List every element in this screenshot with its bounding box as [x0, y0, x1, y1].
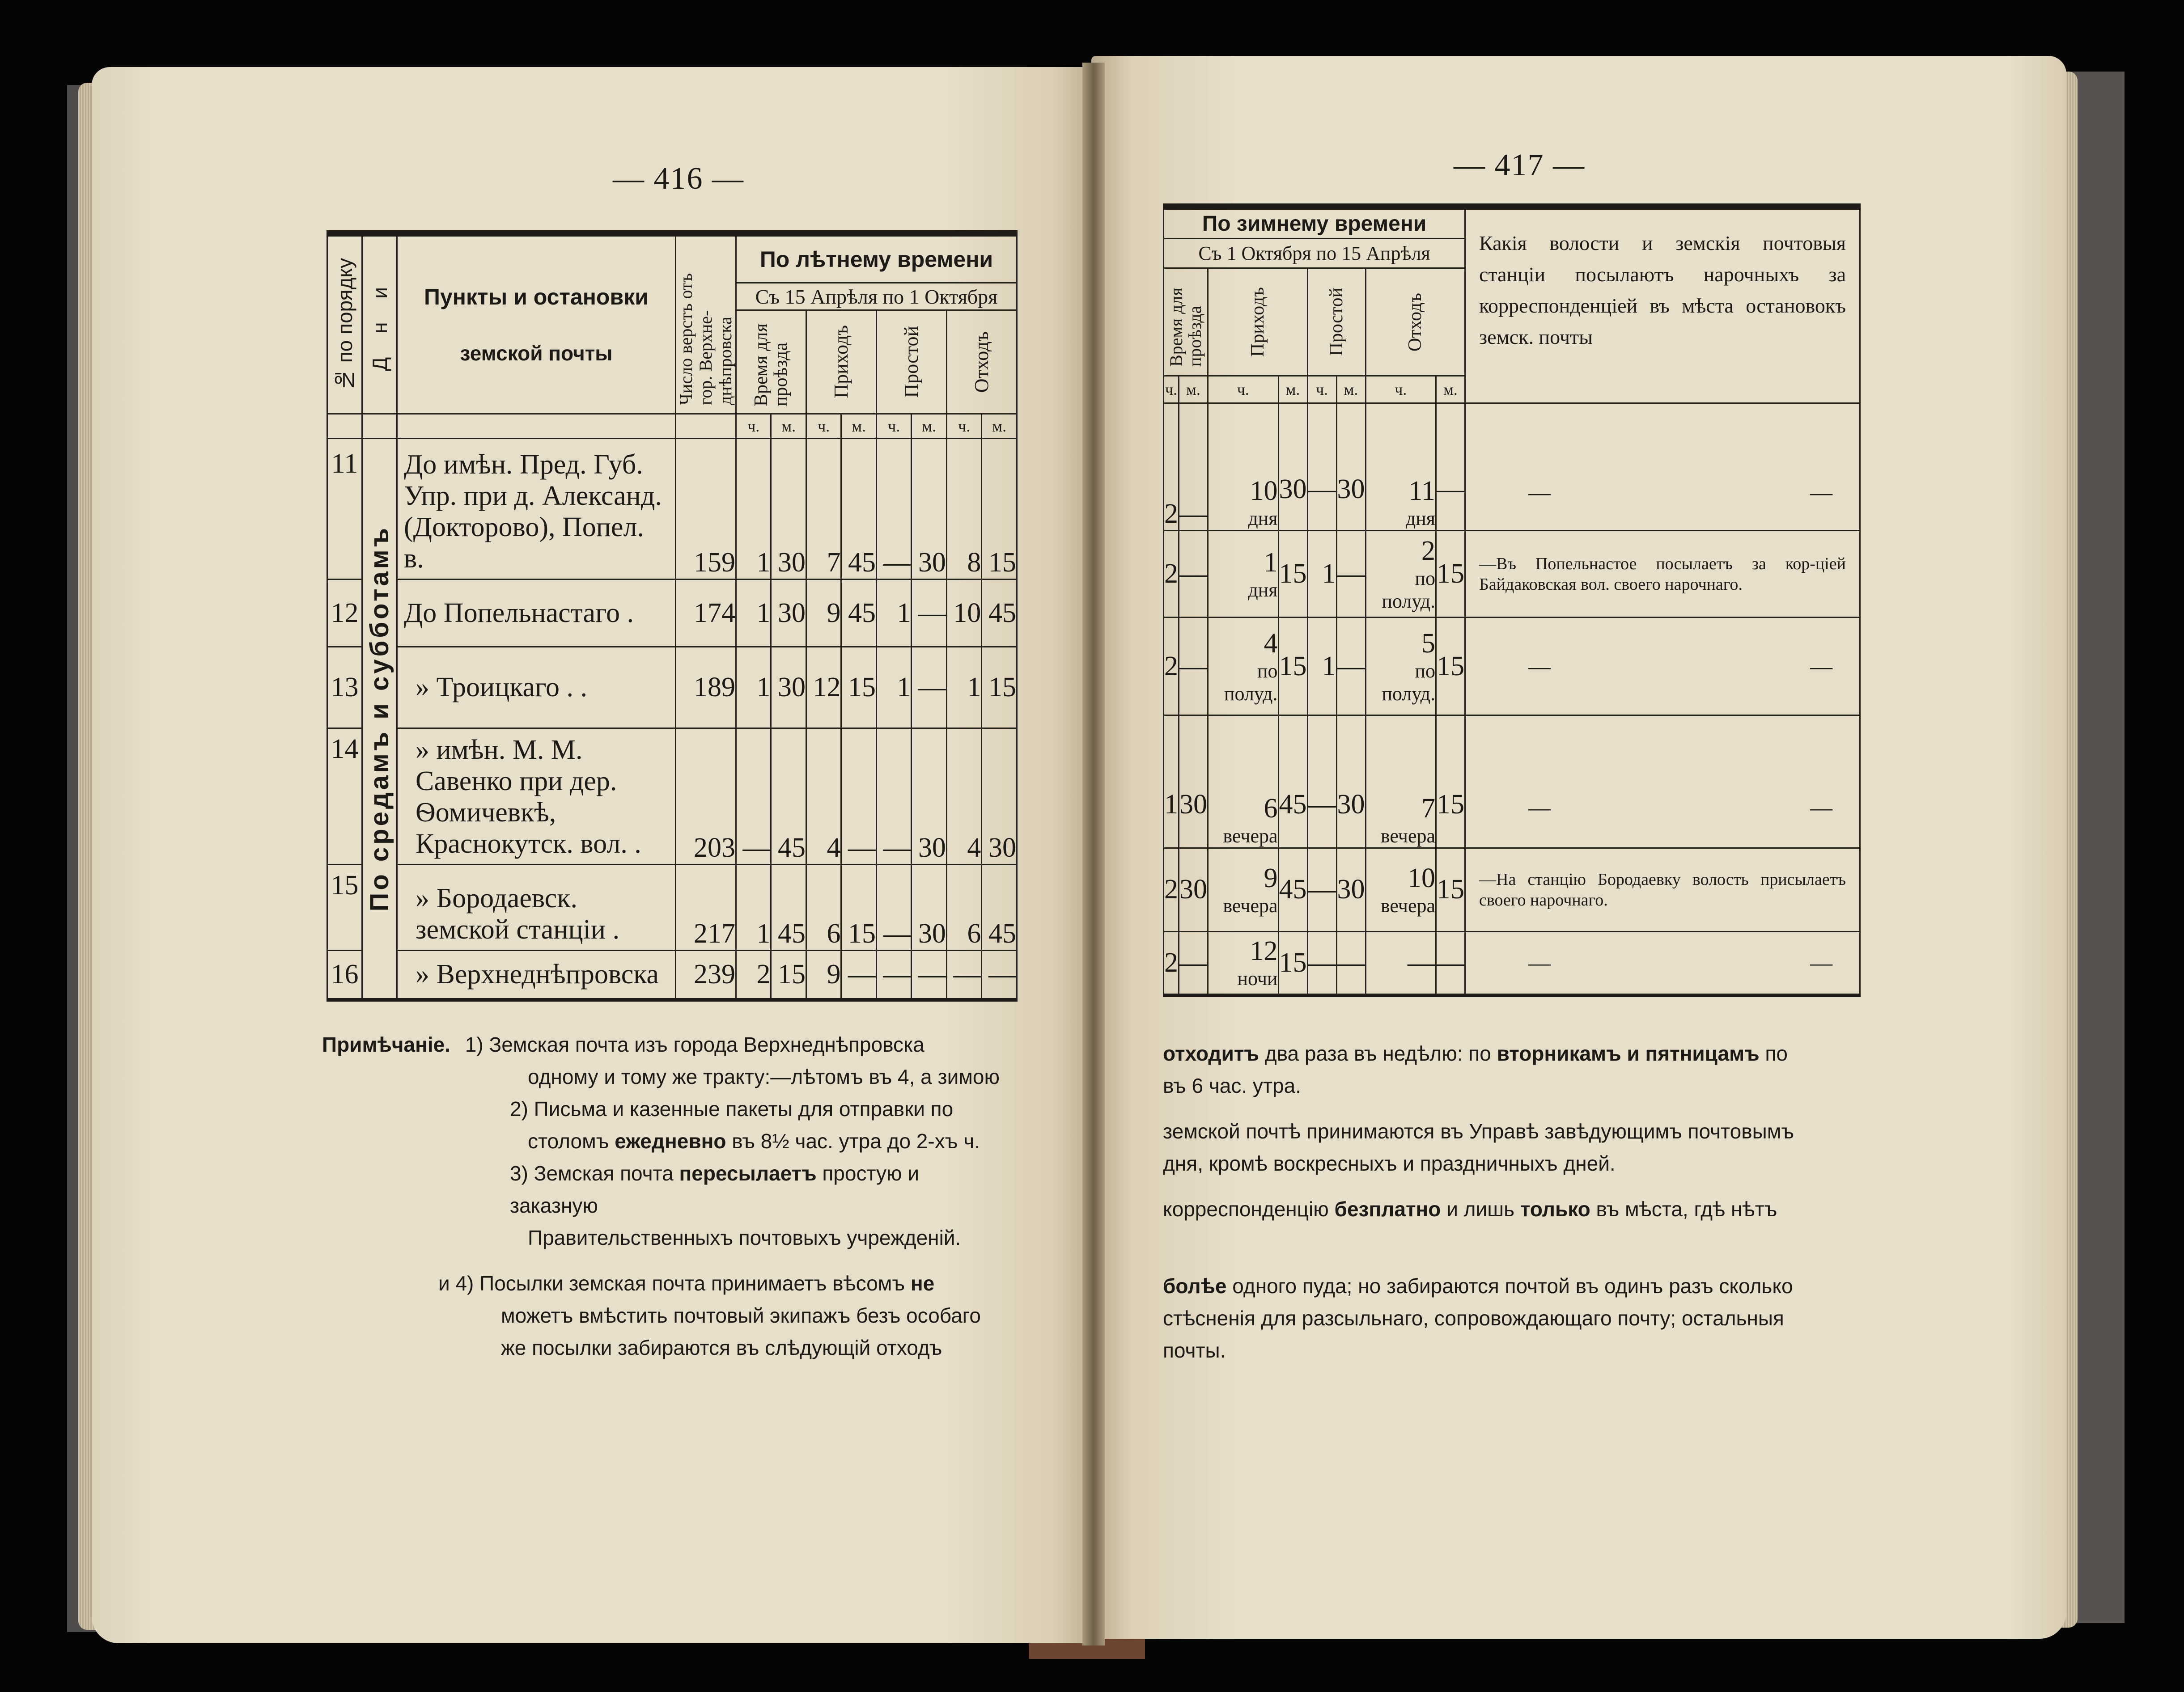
page-number-left: — 416 —: [613, 161, 744, 196]
table-row: 12 До Попельнастаго . 174 1 30 9 45 1 — 10 45: [327, 580, 1017, 647]
note-block-left: Примѣчаніе. 1) Земская почта изъ города Верхнеднѣпровска одному и тому же тракту:—лѣтомъ въ 4, а зимою 2) Письма и казенные пакеты для отправки по столомъ ежедневно въ 8½ час. утра до 2-хъ ч. 3) Земская почта пересылаетъ простую и заказную Правительственныхъ почтовыхъ учрежденій. и 4) Посылки земская почта принимаетъ вѣсомъ не можетъ вмѣстить почтовый экипажъ безъ особаго же посылки забираются въ слѣдующій отходъ: [322, 1033, 1000, 1359]
unit-h: ч.: [1208, 376, 1279, 403]
header-question: Какія волости и земскія почтовыя станціи посылаютъ нарочныхъ за корреспонденціей въ мѣста остановокъ земск. почты: [1465, 207, 1860, 403]
table-row: 16 » Верхнеднѣпровска 239 2 15 9 — — — — —: [327, 950, 1017, 1000]
header-stay: Простой: [1307, 268, 1366, 376]
table-row: 2 30 9 вечера 45 — 30 10 вечера 15 —На станцію Бородаевку волость присылаетъ своего нарочнаго.: [1164, 848, 1860, 931]
table-row: 2 — 10 дня 30 — 30 11 дня — — —: [1164, 403, 1860, 531]
unit-h: ч.: [1307, 376, 1336, 403]
header-order: № по порядку: [327, 233, 362, 414]
unit-h: ч.: [1366, 376, 1436, 403]
text-block-right: отходитъ два раза въ недѣлю: по вторникамъ и пятницамъ по въ 6 час. утра. земской почтѣ принимаются въ Управѣ завѣдующимъ почтовымъ дня, кромѣ воскресныхъ и праздничныхъ дней. корреспонденцію безплатно и лишь только въ мѣста, гдѣ нѣтъ болѣе одного пуда; но забираются почтой въ одинъ разъ сколько стѣсненія для разсыльнаго, сопровождающаго почту; остальныя почты.: [1163, 1042, 1794, 1362]
unit-m: м.: [1179, 376, 1208, 403]
winter-period: Съ 1 Октября по 15 Апрѣля: [1164, 238, 1465, 268]
table-row: 14 » имѣн. М. М. Савенко при дер. Ѳомичевкѣ, Краснокутск. вол. . 203 — 45 4 — — 30 4 30: [327, 728, 1017, 864]
table-row: 2 — 4 по полуд. 15 1 — 5 по полуд. 15 — —: [1164, 617, 1860, 715]
winter-header: По зимнему времени: [1164, 207, 1465, 238]
unit-m: м.: [1436, 376, 1465, 403]
unit-h: ч.: [1164, 376, 1179, 403]
header-departure: Отходъ: [946, 310, 1017, 414]
unit-h: ч.: [946, 414, 981, 438]
unit-m: м.: [912, 414, 946, 438]
schedule-table-winter: [1163, 203, 1861, 997]
unit-m: м.: [841, 414, 876, 438]
header-days: Д н и: [362, 233, 397, 414]
book-gutter: [1082, 63, 1105, 1645]
note-label: Примѣчаніе.: [322, 1033, 451, 1056]
header-points: Пункты и остановки земской почты: [397, 233, 676, 414]
table-row: 2 — 12 ночи 15 — — — — — —: [1164, 931, 1860, 995]
table-row: 15 » Бородаевск. земской станціи . 217 1 45 6 15 — 30 6 45: [327, 865, 1017, 950]
table-row: 11 По средамъ и субботамъ До имѣн. Пред. Губ. Упр. при д. Александ. (Докторово), Попел. в. 159 1 30 7 45 — 30 8 15: [327, 438, 1017, 579]
unit-m: м.: [982, 414, 1017, 438]
header-stay: Простой: [876, 310, 946, 414]
table-row: 13 » Троицкаго . . 189 1 30 12 15 1 — 1 15: [327, 647, 1017, 728]
unit-h: ч.: [736, 414, 771, 438]
summer-header: По лѣтнему времени: [736, 233, 1017, 283]
header-travel: Время для проѣзда: [1164, 268, 1208, 376]
schedule-table-summer: [327, 230, 1018, 1002]
page-number-right: — 417 —: [1454, 148, 1585, 182]
unit-h: ч.: [806, 414, 841, 438]
header-travel: Время для проѣзда: [736, 310, 806, 414]
header-departure: Отходъ: [1366, 268, 1465, 376]
days-cell: По средамъ и субботамъ: [362, 438, 397, 1000]
summer-period: Съ 15 Апрѣля по 1 Октября: [736, 283, 1017, 310]
unit-h: ч.: [876, 414, 911, 438]
table-row: 2 — 1 дня 15 1 — 2 по полуд. 15 —Въ Попельнастое посылаетъ за кор-ціей Байдаковская вол. своего нарочнаго.: [1164, 531, 1860, 617]
unit-m: м.: [771, 414, 806, 438]
header-arrival: Приходъ: [806, 310, 876, 414]
header-distance: Число верстъ отъ гор. Верхне-днѣпровска: [676, 233, 736, 414]
unit-m: м.: [1278, 376, 1307, 403]
header-arrival: Приходъ: [1208, 268, 1308, 376]
unit-m: м.: [1336, 376, 1366, 403]
table-row: 1 30 6 вечера 45 — 30 7 вечера 15 — —: [1164, 715, 1860, 848]
